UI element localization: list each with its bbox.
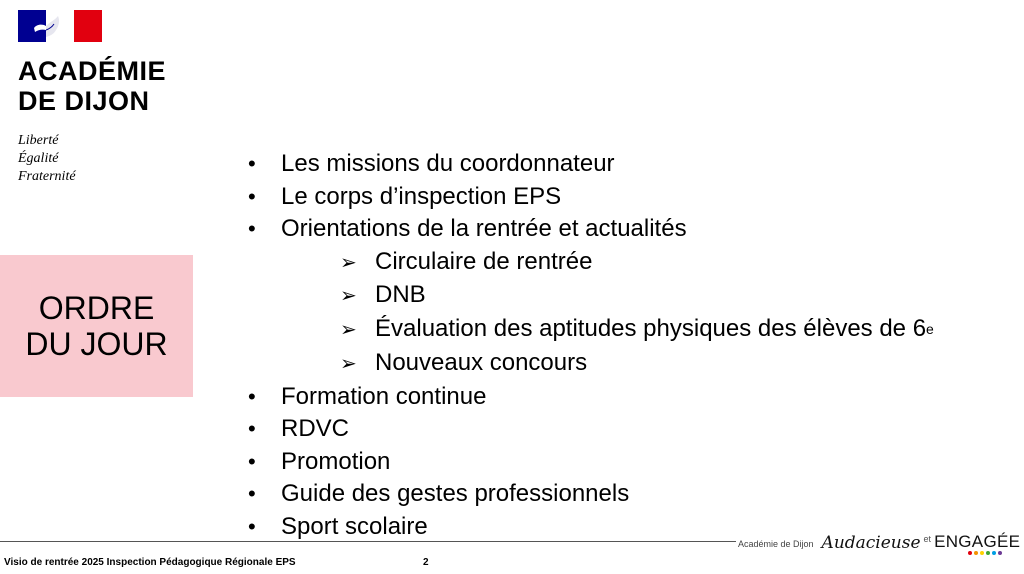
footer-caption: Visio de rentrée 2025 Inspection Pédagogique Régionale EPS [4,557,296,568]
brand-color-dots [968,551,1002,555]
agenda-subitem [248,246,934,280]
brand-dot [980,551,984,555]
agenda-item [248,213,934,246]
logo-line-dijon: DE DIJON [18,86,150,116]
bullet-icon: • [248,513,256,539]
bullet-icon: • [248,448,256,474]
agenda-item [248,478,934,511]
brand-dot [986,551,990,555]
motto-liberte: Liberté [18,133,59,148]
agenda-item-text: Le corps d’inspection EPS [281,182,562,210]
agenda-item-text: Nouveaux concours [375,349,588,376]
brand-dot [968,551,972,555]
marianne-flag-icon [18,10,102,42]
agenda-title-box [0,255,193,397]
agenda-subitem [248,279,934,313]
arrow-bullet-icon: ➢ [340,251,357,274]
agenda-item [248,381,934,414]
agenda-title-line2: DU JOUR [25,326,168,362]
arrow-bullet-icon: ➢ [340,318,357,341]
logo-line-academie: ACADÉMIE [18,56,167,86]
agenda-item-text: Promotion [281,447,391,475]
brand-dot [998,551,1002,555]
agenda-item-text: RDVC [281,415,350,442]
agenda-item-text: Évaluation des aptitudes physiques des élèves de 6 [375,314,927,342]
bullet-icon: • [248,216,256,241]
agenda-subitem [248,313,934,348]
bullet-icon: • [248,183,256,209]
motto-fraternite: Fraternité [18,169,76,184]
agenda-item-text: Guide des gestes professionnels [281,480,630,507]
brand-dot [992,551,996,555]
agenda-item-text: Sport scolaire [281,512,428,540]
agenda-item-text: Les missions du coordonnateur [281,150,615,177]
agenda-item [248,148,934,181]
bullet-icon: • [248,383,256,409]
agenda-item [248,181,934,214]
agenda-item [248,446,934,479]
agenda-subitem [248,347,934,381]
brand-prefix: Académie de Dijon [738,539,814,549]
bullet-icon: • [248,151,256,176]
agenda-item-text: DNB [375,281,426,308]
brand-et: et [923,534,932,544]
brand-engagee: ENGAGÉE [934,532,1021,551]
arrow-bullet-icon: ➢ [340,353,357,375]
motto-egalite: Égalité [18,151,59,166]
arrow-bullet-icon: ➢ [340,285,357,307]
agenda-item-text: Orientations de la rentrée et actualités [281,215,687,242]
republic-motto [18,132,218,186]
page-number: 2 [423,557,429,568]
bullet-icon: • [248,481,256,506]
brand-script-word: Audacieuse [821,533,921,553]
agenda-title-line1: ORDRE [38,290,155,326]
footer-divider [0,541,736,542]
ordinal-superscript: e [926,320,934,337]
agenda-item-text: Formation continue [281,382,487,410]
academie-logo [18,10,218,186]
agenda-item [248,413,934,446]
agenda-item-text: Circulaire de rentrée [375,247,593,275]
brand-dot [974,551,978,555]
bullet-icon: • [248,416,256,441]
agenda-list [248,148,934,543]
